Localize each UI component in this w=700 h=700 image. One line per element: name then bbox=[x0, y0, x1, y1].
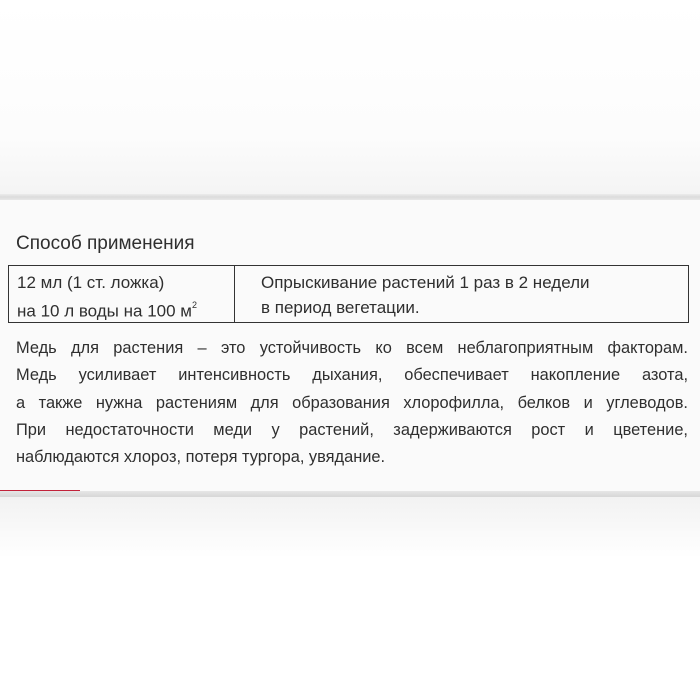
description-paragraph bbox=[16, 335, 688, 471]
surface-below-package bbox=[0, 497, 700, 700]
description-line: Медь усиливает интенсивность дыхания, обеспечивает накопление азота, bbox=[16, 366, 688, 385]
dosage-cell bbox=[9, 266, 235, 322]
section-title: Способ применения bbox=[16, 233, 195, 254]
description-line: Медь для растения – это устойчивость ко всем неблагоприятным факторам. bbox=[16, 339, 688, 357]
instruction-cell bbox=[235, 266, 688, 322]
dosage-line-2 bbox=[17, 295, 234, 324]
dosage-line-1: 12 мл (1 ст. ложка) bbox=[17, 273, 165, 292]
description-line: При недостаточности меди у растений, задерживаются рост и цветение, bbox=[16, 420, 688, 439]
instruction-line-2: в период вегетации. bbox=[261, 298, 420, 317]
square-meter-exponent: 2 bbox=[191, 300, 197, 310]
description-line: а также нужна растениям для образования хлорофилла, белков и углеводов. bbox=[16, 393, 688, 412]
usage-table bbox=[8, 265, 689, 323]
description-line: наблюдаются хлороз, потеря тургора, увядание. bbox=[16, 448, 386, 467]
package-top-surface bbox=[0, 0, 700, 196]
dosage-line-2-text: на 10 л воды на 100 м bbox=[17, 301, 192, 321]
instruction-line-1: Опрыскивание растений 1 раз в 2 недели bbox=[261, 273, 590, 292]
